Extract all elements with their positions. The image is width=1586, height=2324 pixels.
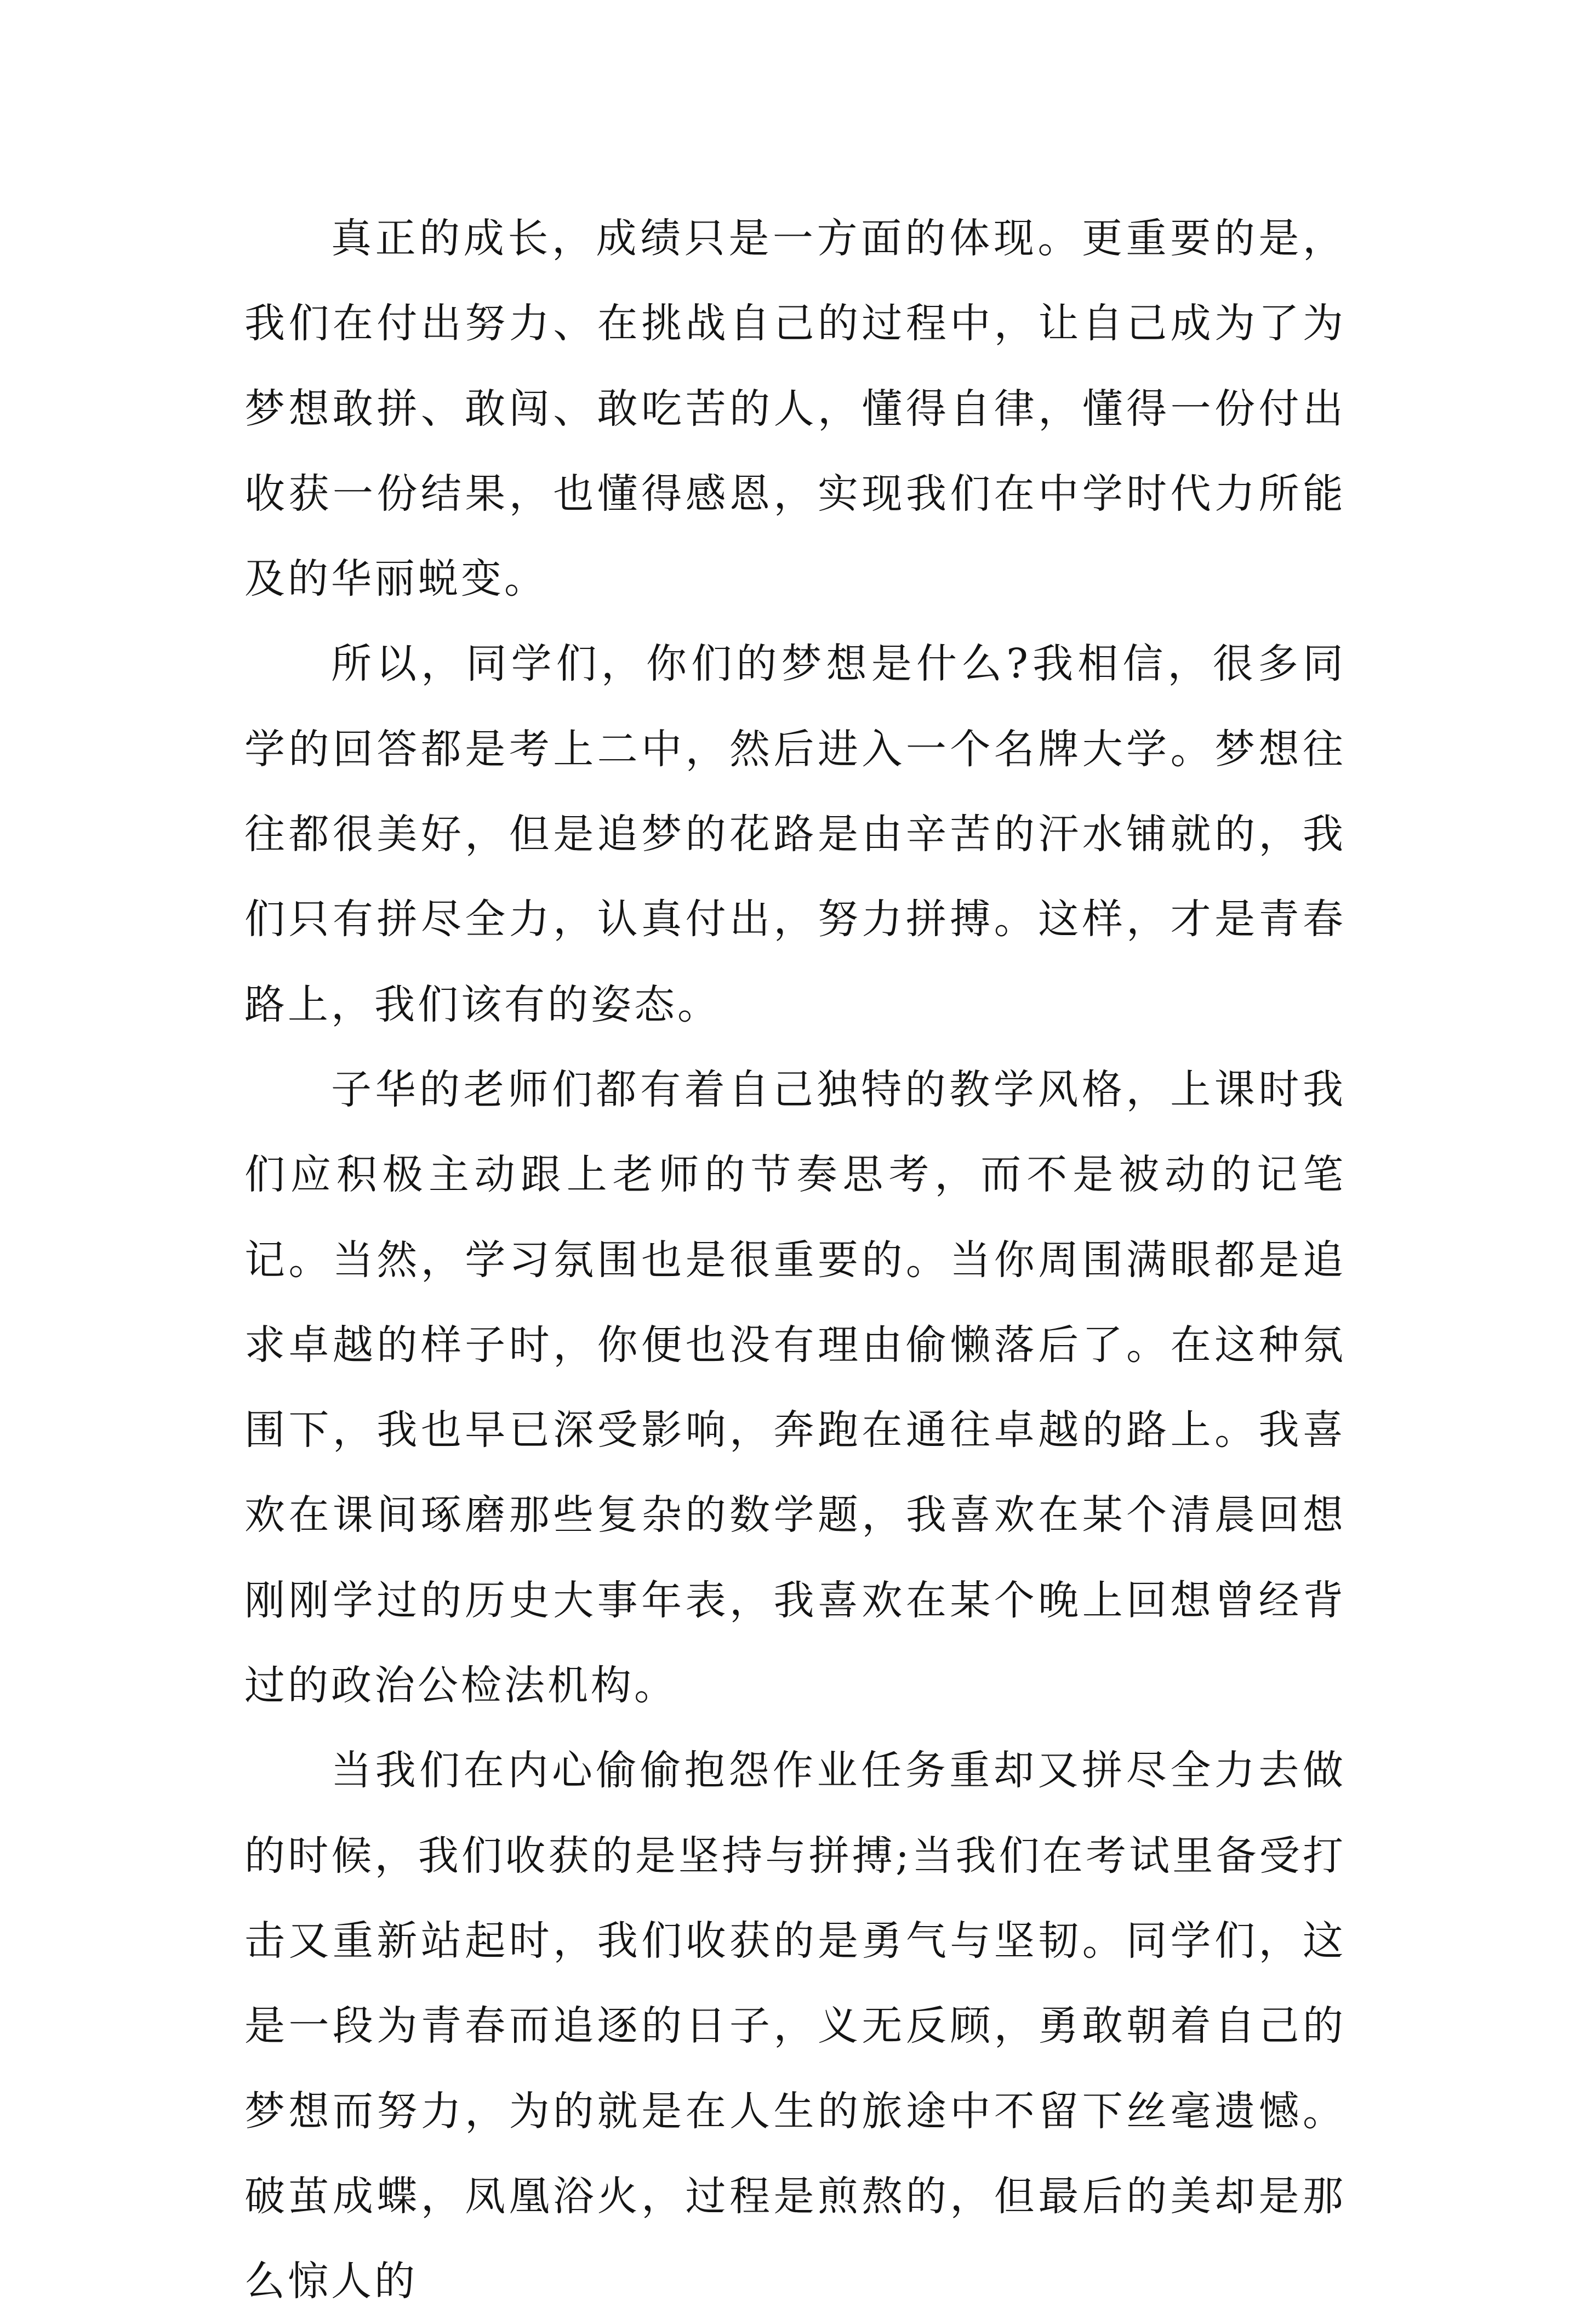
paragraph-3: 子华的老师们都有着自己独特的教学风格，上课时我们应积极主动跟上老师的节奏思考，而不是被动的记笔记。当然，学习氛围也是很重要的。当你周围满眼都是追求卓越的样子时，你便也没有理由偷懒落后了。在这种氛围下，我也早已深受影响，奔跑在通往卓越的路上。我喜欢在课间琢磨那些复杂的数学题，我喜欢在某个清晨回想刚刚学过的历史大事年表，我喜欢在某个晚上回想曾经背过的政治公检法机构。 (244, 1066, 1346, 1710)
paragraph-2: 所以，同学们，你们的梦想是什么?我相信，很多同学的回答都是考上二中，然后进入一个名牌大学。梦想往往都很美好，但是追梦的花路是由辛苦的汗水铺就的，我们只有拼尽全力，认真付出，努力拼搏。这样，才是青春路上，我们该有的姿态。 (244, 640, 1346, 1028)
document-body (244, 196, 1346, 2324)
paragraph-1: 真正的成长，成绩只是一方面的体现。更重要的是，我们在付出努力、在挑战自己的过程中，让自己成为了为梦想敢拼、敢闯、敢吃苦的人，懂得自律，懂得一份付出收获一份结果，也懂得感恩，实现我们在中学时代力所能及的华丽蜕变。 (244, 215, 1346, 603)
paragraph-4: 当我们在内心偷偷抱怨作业任务重却又拼尽全力去做的时候，我们收获的是坚持与拼搏;当我们在考试里备受打击又重新站起时，我们收获的是勇气与坚韧。同学们，这是一段为青春而追逐的日子，义无反顾，勇敢朝着自己的梦想而努力，为的就是在人生的旅途中不留下丝毫遗憾。破茧成蝶，凤凰浴火，过程是煎熬的，但最后的美却是那么惊人的 (244, 1747, 1346, 2305)
